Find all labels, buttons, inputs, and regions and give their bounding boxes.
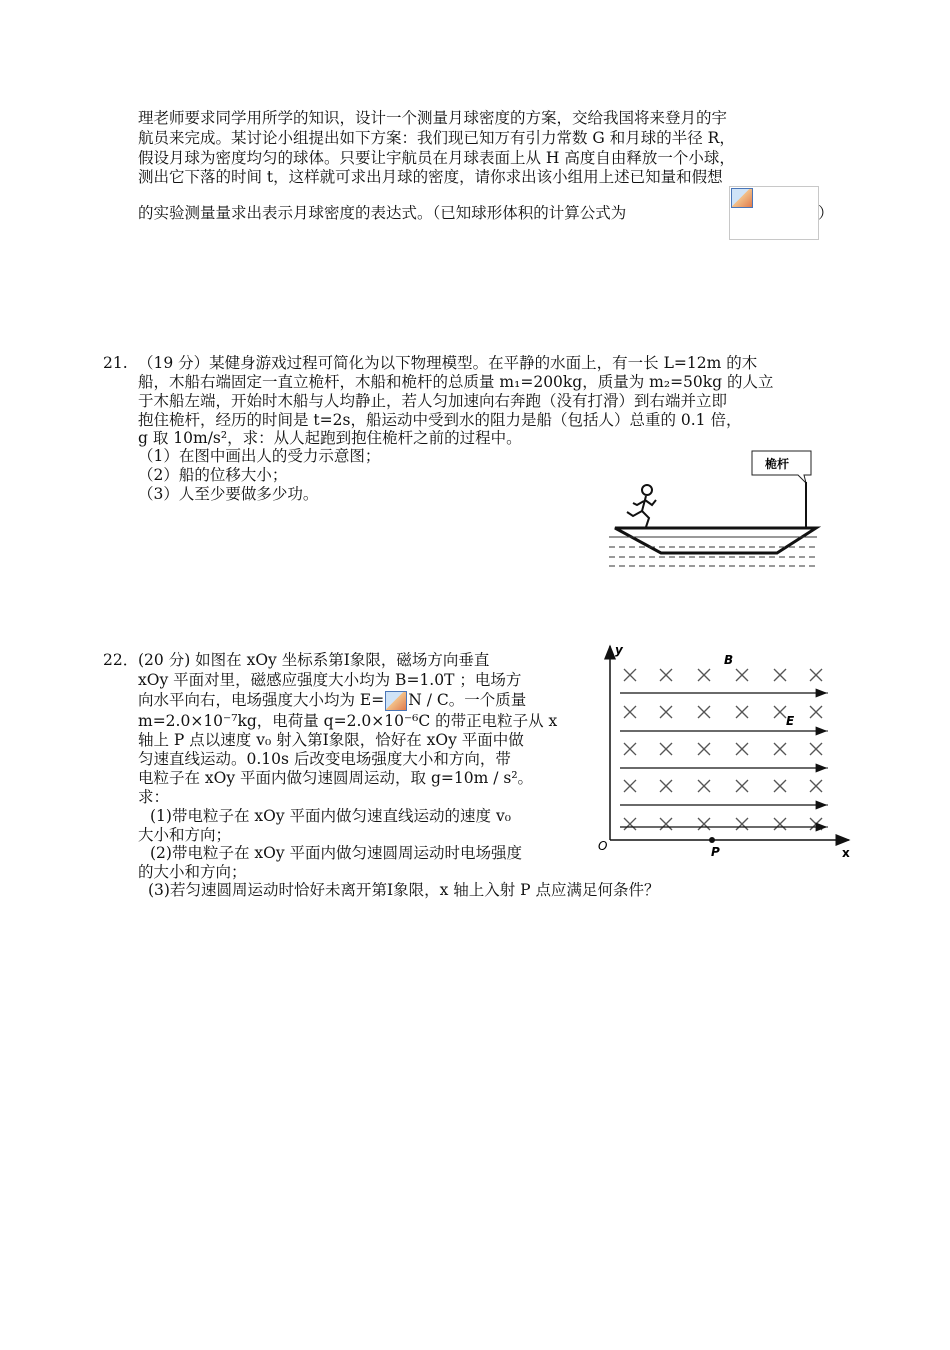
magnetic-field-cross	[774, 780, 786, 792]
sphere-volume-formula-image	[729, 186, 819, 240]
q20-line-5	[138, 203, 626, 223]
b-label: B	[724, 653, 734, 667]
q21-sub-1: （1）在图中画出人的受力示意图；	[138, 447, 381, 465]
q21-line-3: 于木船左端，开始时木船与人均静止，若人匀加速向右奔跑（没有打滑）到右端并立即	[138, 392, 728, 410]
broken-image-icon	[731, 188, 753, 208]
magnetic-field-cross	[698, 706, 710, 718]
point-p	[709, 837, 715, 843]
x-axis-label: x	[842, 846, 850, 860]
q20-line-5-text: 的实验测量量求出表示月球密度的表达式。（已知球形体积的计算公式为	[138, 204, 627, 222]
magnetic-field-cross	[660, 706, 672, 718]
magnetic-field-cross	[810, 706, 822, 718]
q21-sub-3: （3）人至少要做多少功。	[138, 485, 319, 503]
magnetic-field-cross	[624, 743, 636, 755]
field-strength-formula-image	[384, 690, 408, 712]
q21-line-2: 船，木船右端固定一直立桅杆，木船和桅杆的总质量 m₁=200kg，质量为 m₂=50kg 的人立	[138, 373, 774, 391]
origin-label: O	[598, 839, 608, 853]
q22-sub-3: (3)若匀速圆周运动时恰好未离开第Ⅰ象限，x 轴上入射 P 点应满足何条件？	[148, 881, 660, 899]
q22-line-6: 匀速直线运动。0.10s 后改变电场强度大小和方向，带	[138, 750, 511, 768]
magnetic-field-cross	[698, 780, 710, 792]
q22-line-4: m=2.0×10⁻⁷kg，电荷量 q=2.0×10⁻⁶C 的带正电粒子从 x	[138, 712, 558, 730]
magnetic-field-cross	[810, 818, 822, 830]
q22-line-3b: N / C。一个质量	[408, 691, 527, 709]
magnetic-field-cross	[736, 743, 748, 755]
magnetic-field-cross	[736, 818, 748, 830]
running-person-icon	[627, 485, 656, 527]
p-label: P	[711, 845, 720, 859]
q21-sub-2: （2）船的位移大小；	[138, 466, 288, 484]
q22-sub-1b: 大小和方向；	[138, 826, 232, 844]
magnetic-field-cross	[774, 669, 786, 681]
y-axis-label: y	[615, 643, 623, 657]
magnetic-field-cross	[660, 780, 672, 792]
q22-line-5: 轴上 P 点以速度 v₀ 射入第Ⅰ象限，恰好在 xOy 平面中做	[138, 731, 524, 749]
q21-line-5: g 取 10m/s²，求：从人起跑到抱住桅杆之前的过程中。	[138, 429, 522, 447]
boat-hull	[615, 528, 816, 553]
e-label: E	[786, 714, 795, 728]
magnetic-field-cross	[736, 706, 748, 718]
q20-line-4: 测出它下落的时间 t，这样就可求出月球的密度，请你求出该小组用上述已知量和假想	[138, 168, 723, 186]
q22-line-8: 求：	[138, 788, 170, 806]
magnetic-field-cross	[624, 706, 636, 718]
broken-image-icon	[385, 691, 407, 711]
q21-number: 21.	[103, 354, 128, 372]
magnetic-field-cross	[698, 743, 710, 755]
q21-line-4: 抱住桅杆，经历的时间是 t=2s，船运动中受到水的阻力是船（包括人）总重的 0.1 倍，	[138, 411, 742, 429]
q22-sub-2a: (2)带电粒子在 xOy 平面内做匀速圆周运动时电场强度	[150, 844, 523, 862]
mast-label: 桅杆	[764, 457, 790, 471]
magnetic-field-cross	[736, 669, 748, 681]
magnetic-field-cross	[774, 743, 786, 755]
magnetic-field-cross	[660, 669, 672, 681]
magnetic-field-cross	[736, 780, 748, 792]
q22-line-2: xOy 平面对里，磁感应强度大小均为 B=1.0T ；电场方	[138, 671, 522, 689]
boat-figure	[605, 445, 830, 580]
magnetic-field-cross	[660, 743, 672, 755]
q20-line-1: 理老师要求同学用所学的知识，设计一个测量月球密度的方案，交给我国将来登月的宇	[138, 109, 728, 127]
magnetic-field-cross	[698, 669, 710, 681]
field-diagram	[596, 640, 858, 862]
magnetic-field-cross	[698, 818, 710, 830]
q22-number: 22．	[103, 651, 139, 669]
magnetic-field-cross	[624, 669, 636, 681]
q22-sub-1a: (1)带电粒子在 xOy 平面内做匀速直线运动的速度 v₀	[150, 807, 511, 825]
magnetic-field-cross	[810, 780, 822, 792]
q22-sub-2b: 的大小和方向；	[138, 863, 247, 881]
q22-line-1: (20 分) 如图在 xOy 坐标系第Ⅰ象限，磁场方向垂直	[138, 651, 490, 669]
magnetic-field-cross	[660, 818, 672, 830]
q20-line-5-end: ）	[818, 204, 834, 222]
q21-line-1: （19 分）某健身游戏过程可简化为以下物理模型。在平静的水面上，有一长 L=12m 的木	[138, 354, 758, 372]
q22-line-3a: 向水平向右，电场强度大小均为 E=	[138, 691, 385, 709]
q22-line-3	[138, 690, 526, 712]
magnetic-field-cross	[810, 669, 822, 681]
q20-line-2: 航员来完成。某讨论小组提出如下方案：我们现已知万有引力常数 G 和月球的半径 R，	[138, 129, 735, 147]
q20-line-3: 假设月球为密度均匀的球体。只要让宇航员在月球表面上从 H 高度自由释放一个小球，	[138, 149, 735, 167]
magnetic-field-cross	[810, 743, 822, 755]
magnetic-field-cross	[624, 818, 636, 830]
magnetic-field-cross	[774, 706, 786, 718]
magnetic-field-cross	[774, 818, 786, 830]
q22-line-7: 电粒子在 xOy 平面内做匀速圆周运动，取 g=10m / s²。	[138, 769, 534, 787]
magnetic-field-cross	[624, 780, 636, 792]
